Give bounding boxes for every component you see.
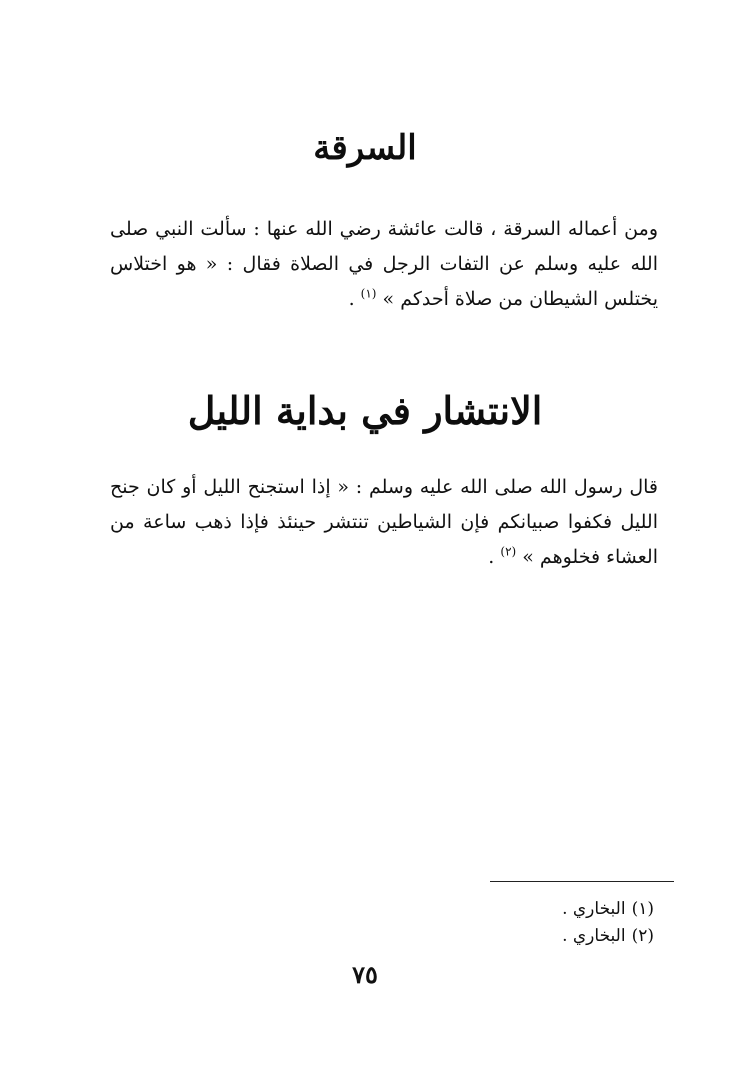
footnote-item [490, 896, 654, 923]
section-body-theft [110, 212, 658, 317]
body-end: . [488, 546, 501, 568]
footnote-list [490, 896, 654, 950]
footnote-item [490, 923, 654, 950]
footnote-number: (١) [631, 899, 654, 919]
body-text: قال رسول الله صلى الله عليه وسلم : « إذا استجنح الليل أو كان جنح الليل فكفوا صبيانكم فإن الشياطين تنتشر حينئذ فإذا ذهب ساعة من العشاء فخلوهم » [110, 476, 658, 568]
section-title-theft: السرقة [313, 128, 417, 168]
footnote-ref-1[interactable]: (١) [360, 286, 377, 301]
page-number: ٧٥ [352, 960, 378, 989]
section-body-night-spread [110, 470, 658, 575]
footnote-ref-2[interactable]: (٢) [500, 544, 517, 559]
footnote-text: البخاري . [562, 899, 626, 919]
footnote-number: (٢) [631, 926, 654, 946]
section-title-night-spread: الانتشار في بداية الليل [187, 388, 543, 433]
body-text: ومن أعماله السرقة ، قالت عائشة رضي الله عنها : سألت النبي صلى الله عليه وسلم عن التفات الرجل في الصلاة فقال : « هو اختلاس يختلس الشيطان من صلاة أحدكم » [110, 218, 658, 310]
body-end: . [348, 288, 361, 310]
footnote-text: البخاري . [562, 926, 626, 946]
footnote-divider [490, 881, 674, 882]
